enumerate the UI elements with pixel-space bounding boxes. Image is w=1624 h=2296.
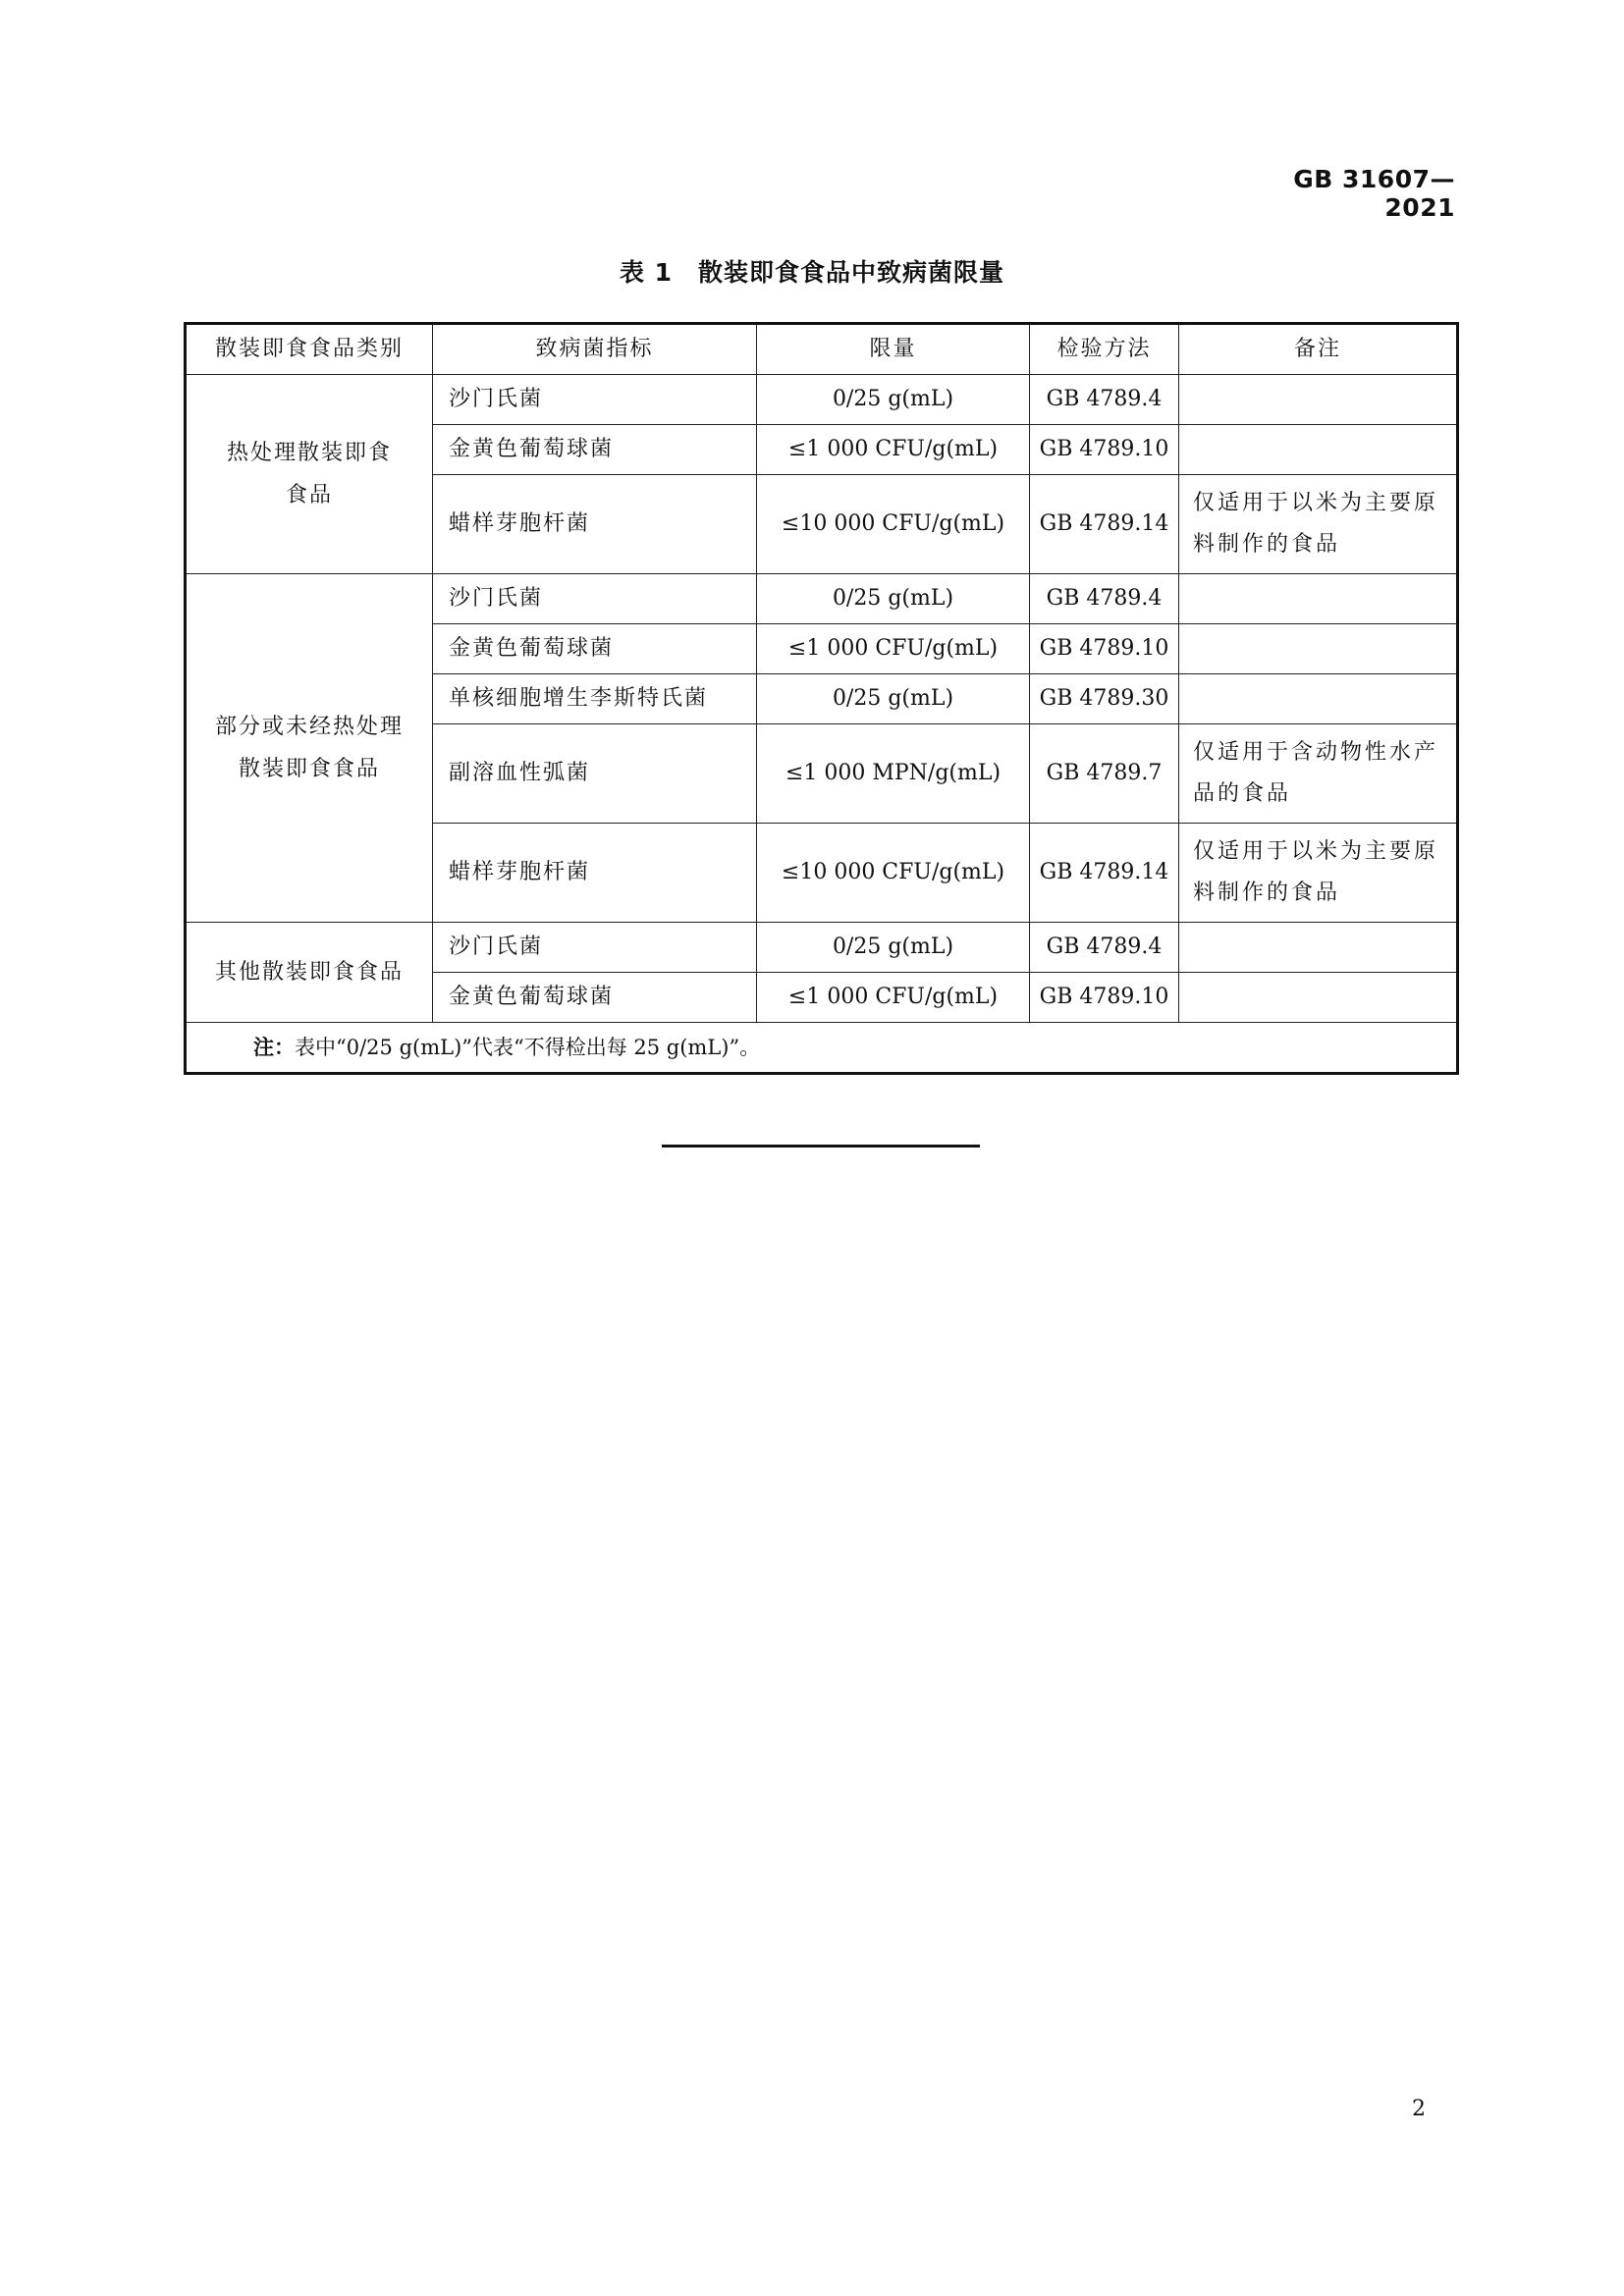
note-label: 注： — [253, 1036, 295, 1059]
pathogen-cell: 金黄色葡萄球菌 — [433, 425, 757, 475]
method-cell: GB 4789.7 — [1030, 724, 1179, 824]
category-cell — [186, 375, 433, 574]
table-row — [186, 574, 1458, 624]
pathogen-cell: 副溶血性弧菌 — [433, 724, 757, 824]
limit-cell: ≤10 000 CFU/g(mL) — [757, 824, 1030, 923]
table-row — [186, 923, 1458, 973]
limit-cell: ≤1 000 CFU/g(mL) — [757, 973, 1030, 1023]
table-note — [186, 1023, 1458, 1074]
limit-cell: ≤1 000 CFU/g(mL) — [757, 624, 1030, 674]
category-text: 食品 — [285, 483, 333, 507]
table-title — [0, 253, 1624, 289]
category-cell — [186, 923, 433, 1023]
method-cell: GB 4789.4 — [1030, 375, 1179, 425]
remark-cell — [1179, 923, 1458, 973]
method-cell: GB 4789.14 — [1030, 824, 1179, 923]
method-cell: GB 4789.14 — [1030, 475, 1179, 574]
note-text: 表中“0/25 g(mL)”代表“不得检出每 25 g(mL)”。 — [295, 1036, 761, 1059]
category-cell — [186, 574, 433, 923]
remark-cell — [1179, 674, 1458, 724]
limit-cell: ≤1 000 MPN/g(mL) — [757, 724, 1030, 824]
column-header: 散装即食食品类别 — [186, 324, 433, 375]
table-number: 表 1 — [619, 258, 674, 287]
limit-cell: 0/25 g(mL) — [757, 923, 1030, 973]
remark-cell — [1179, 425, 1458, 475]
limit-cell: ≤1 000 CFU/g(mL) — [757, 425, 1030, 475]
category-text: 其他散装即食食品 — [214, 960, 404, 985]
remark-cell: 仅适用于含动物性水产品的食品 — [1179, 724, 1458, 824]
table-row — [186, 375, 1458, 425]
method-cell: GB 4789.10 — [1030, 425, 1179, 475]
method-cell: GB 4789.4 — [1030, 923, 1179, 973]
pathogen-cell: 金黄色葡萄球菌 — [433, 973, 757, 1023]
column-header: 限量 — [757, 324, 1030, 375]
remark-cell — [1179, 973, 1458, 1023]
remark-cell — [1179, 624, 1458, 674]
category-text: 热处理散装即食 — [226, 441, 392, 465]
column-header: 致病菌指标 — [433, 324, 757, 375]
method-cell: GB 4789.30 — [1030, 674, 1179, 724]
column-header: 检验方法 — [1030, 324, 1179, 375]
document-code: GB 31607—2021 — [1293, 165, 1455, 222]
remark-cell: 仅适用于以米为主要原料制作的食品 — [1179, 824, 1458, 923]
limit-cell: 0/25 g(mL) — [757, 375, 1030, 425]
pathogen-cell: 单核细胞增生李斯特氏菌 — [433, 674, 757, 724]
pathogen-cell: 金黄色葡萄球菌 — [433, 624, 757, 674]
remark-cell — [1179, 375, 1458, 425]
table-note-row — [186, 1023, 1458, 1074]
limit-cell: 0/25 g(mL) — [757, 574, 1030, 624]
method-cell: GB 4789.4 — [1030, 574, 1179, 624]
pathogen-cell: 蜡样芽胞杆菌 — [433, 475, 757, 574]
limit-cell: ≤10 000 CFU/g(mL) — [757, 475, 1030, 574]
remark-cell — [1179, 574, 1458, 624]
pathogen-cell: 沙门氏菌 — [433, 375, 757, 425]
column-header: 备注 — [1179, 324, 1458, 375]
limit-cell: 0/25 g(mL) — [757, 674, 1030, 724]
method-cell: GB 4789.10 — [1030, 624, 1179, 674]
method-cell: GB 4789.10 — [1030, 973, 1179, 1023]
category-text: 散装即食食品 — [238, 757, 380, 781]
pathogen-cell: 蜡样芽胞杆菌 — [433, 824, 757, 923]
pathogen-cell: 沙门氏菌 — [433, 574, 757, 624]
category-text: 部分或未经热处理 — [214, 715, 404, 739]
pathogen-limits-table — [184, 322, 1459, 1075]
end-of-standard-line — [662, 1145, 980, 1148]
pathogen-cell: 沙门氏菌 — [433, 923, 757, 973]
remark-cell: 仅适用于以米为主要原料制作的食品 — [1179, 475, 1458, 574]
table-title-text: 散装即食食品中致病菌限量 — [698, 258, 1005, 287]
page-number: 2 — [1412, 2097, 1426, 2121]
